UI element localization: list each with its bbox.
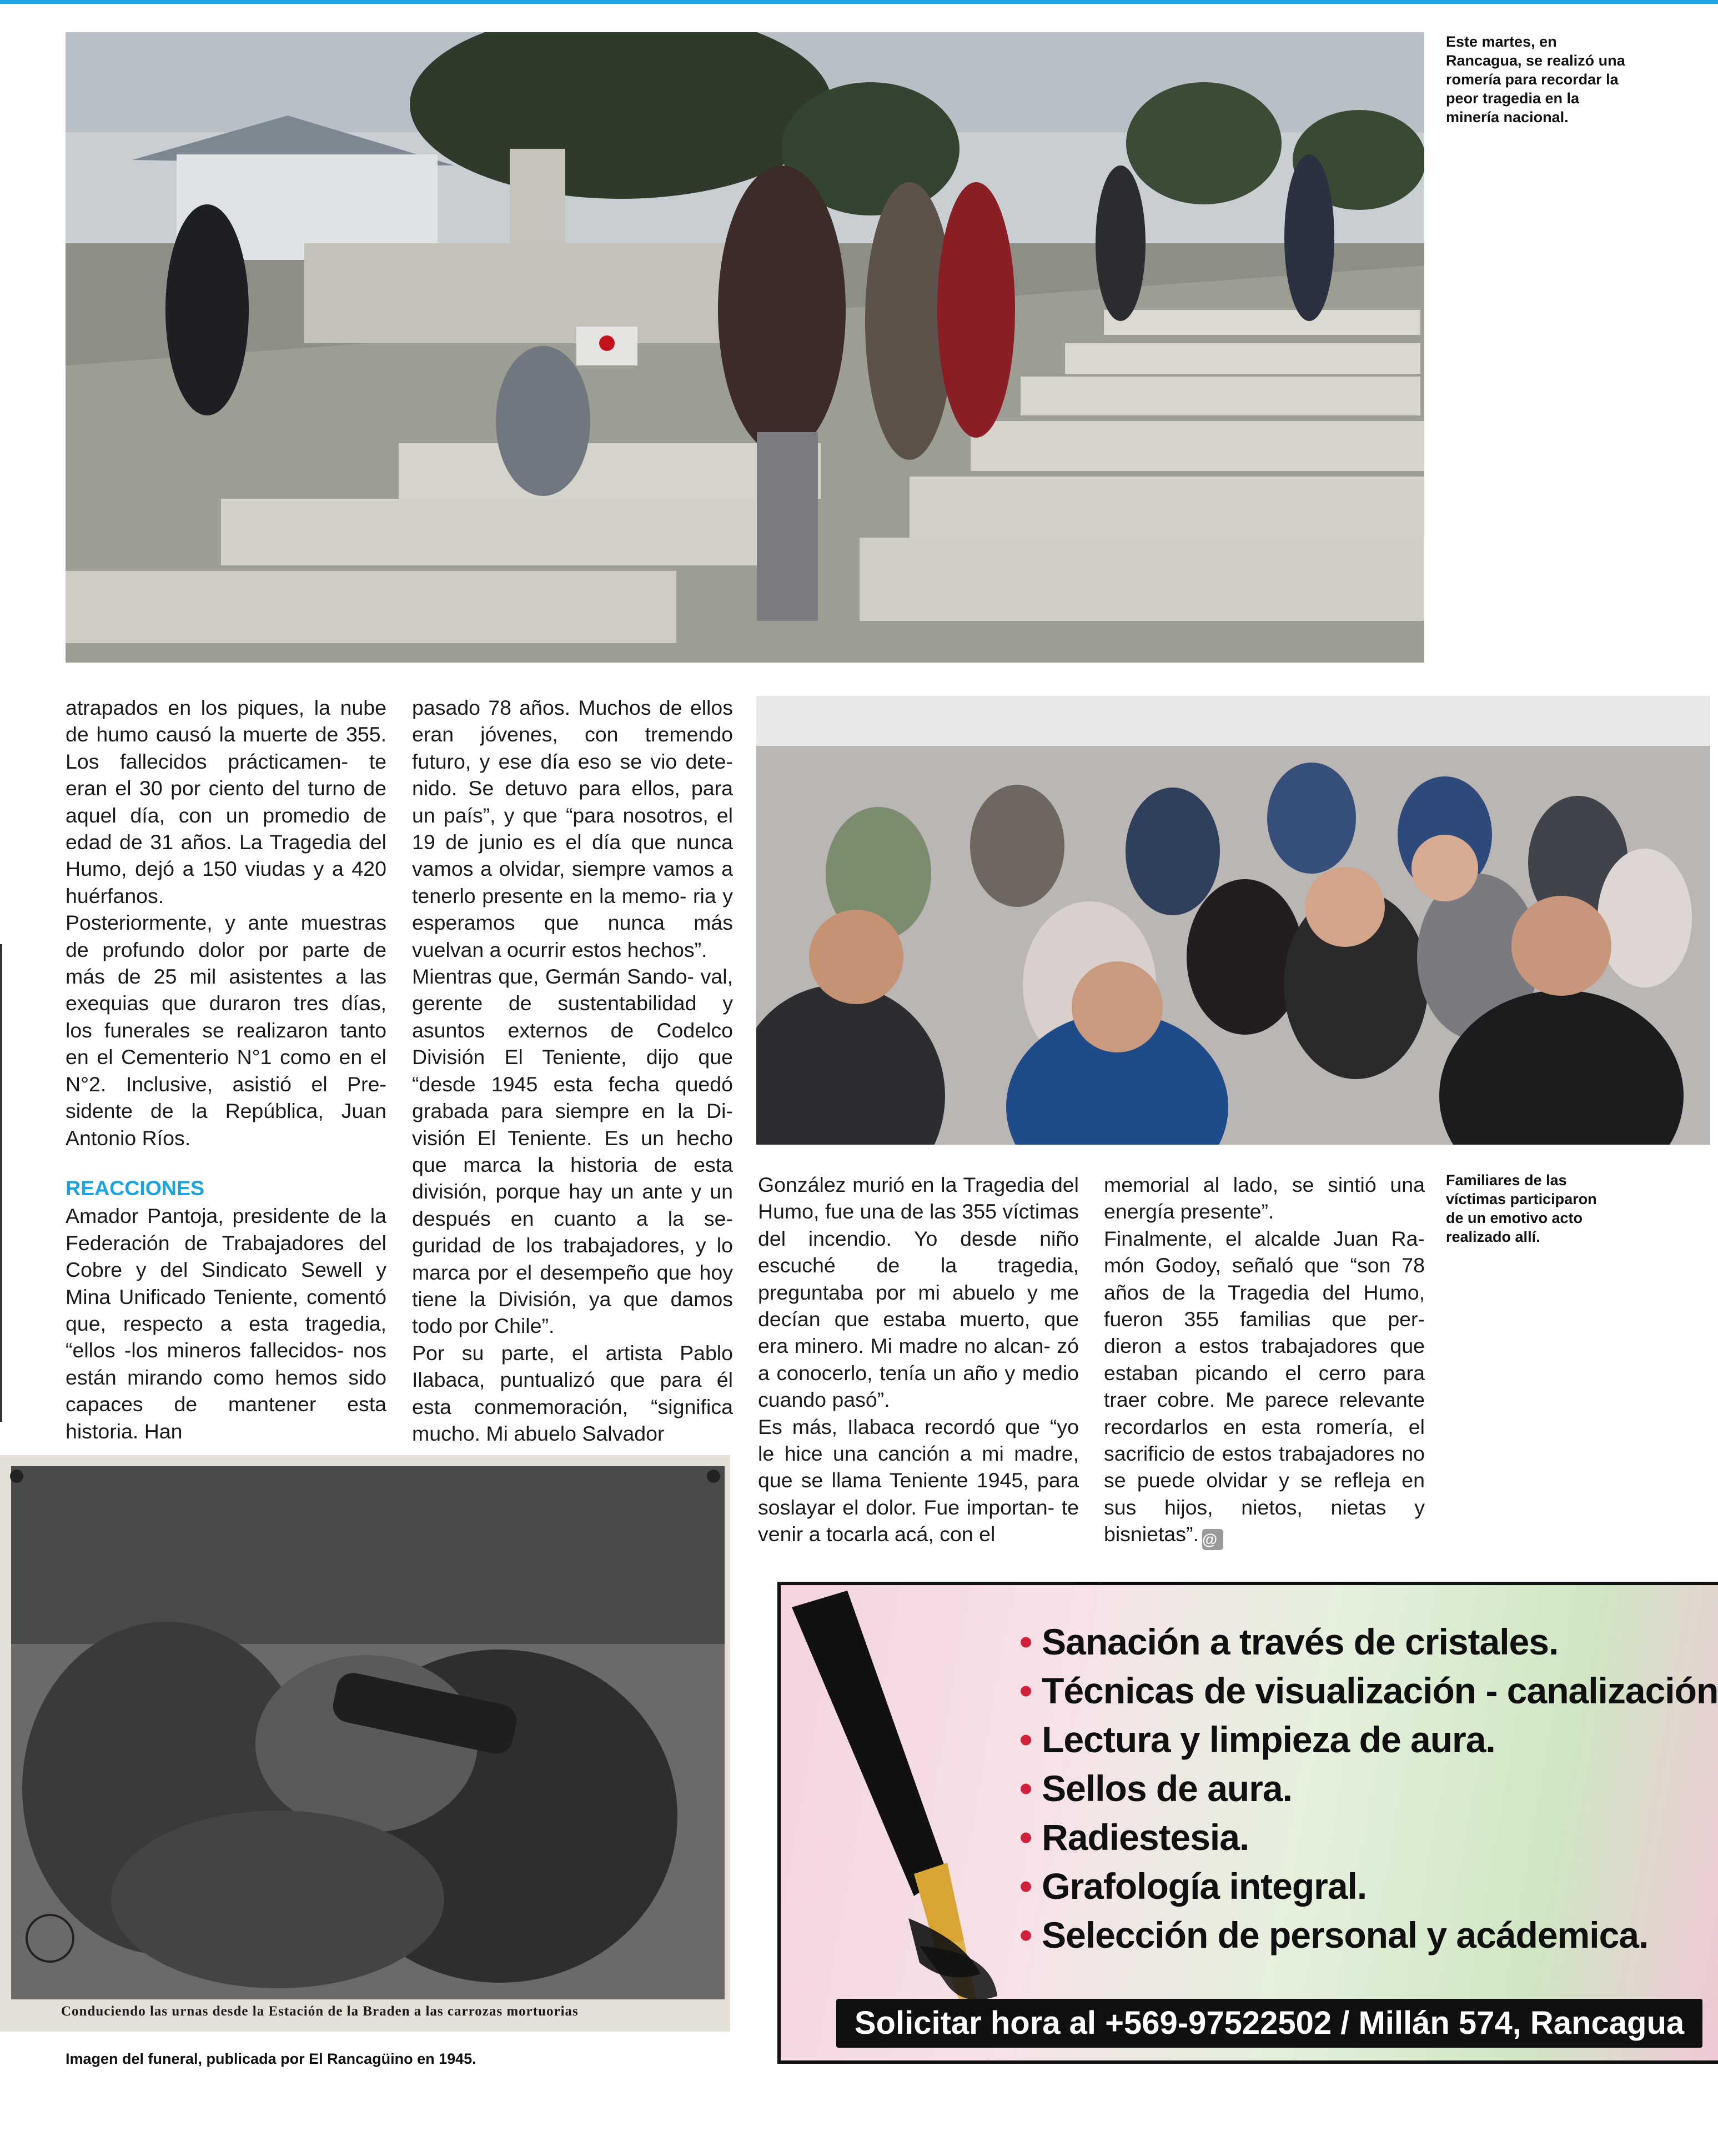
- paragraph: Mientras que, Germán Sando- val, gerente de sustentabilidad y asuntos externos de Codelco División El Teniente, dijo que “desde 1945 esta fecha quedó grabada para siempre en la Di- visión El Teniente. Es un hecho que marca la historia de esta división, porque hay un ante y un después en cuanto a la se- guridad de los trabajadores, y lo marca por el desempeño que hoy tiene la División, ya que damos todo por Chile”.: [412, 965, 733, 1338]
- top-accent-rule: [0, 0, 1718, 4]
- service-item: • Técnicas de visualización - canalización: [1019, 1670, 1718, 1711]
- archive-photo-inscription: Conduciendo las urnas desde la Estación de la Braden a las carrozas mortuorias: [61, 2004, 579, 2019]
- fountain-pen-icon: [781, 1585, 1014, 2064]
- paragraph: atrapados en los piques, la nube de humo causó la muerte de 355. Los fallecidos prácticamen- te eran el 30 por ciento del turno de aquel día, con un promedio de edad de 31 años. La Tragedia del Humo, dejó a 150 viudas y a 420 huérfanos.: [66, 696, 386, 907]
- service-item: • Sanación a través de cristales.: [1019, 1621, 1559, 1662]
- archive-photo-caption: Imagen del funeral, publicada por El Rancagüino en 1945.: [66, 2050, 476, 2067]
- archive-funeral-photo: [0, 1455, 730, 2032]
- paragraph: [1104, 1225, 1425, 1550]
- article-column-2: [412, 694, 733, 1444]
- paragraph: Posteriormente, y ante muestras de profundo dolor por parte de más de 25 mil asistentes a las exequias que duraron tres días, los funerales se realizaron tanto en el Cementerio N°1 como en el N°2. Inclusive, asistió el Pre- sidente de la República, Juan Antonio Ríos.: [66, 911, 386, 1150]
- paragraph: Amador Pantoja, presidente de la Federación de Trabajadores del Cobre y del Sindicato Sewell y Mina Unificado Teniente, comentó que, respecto a esta tragedia, “ellos -los mineros fallecidos- nos están mirando como hemos sido capaces de mantener esta historia. Han: [66, 1204, 386, 1443]
- audience-photo: [756, 696, 1710, 1145]
- service-item: • Lectura y limpieza de aura.: [1019, 1719, 1495, 1760]
- advertisement: [777, 1582, 1718, 2064]
- ad-contact-bar: Solicitar hora al +569-97522502 / Millán 574, Rancagua: [836, 1999, 1702, 2048]
- cemetery-photo: [66, 32, 1424, 663]
- left-margin-rule: [0, 944, 2, 1422]
- service-item: • Sellos de aura.: [1019, 1768, 1292, 1809]
- audience-photo-caption: Familiares de las víctimas participaron de un emotivo acto realizado allí.: [1446, 1172, 1597, 1245]
- paragraph-text: Finalmente, el alcalde Juan Ra- món Godoy, señaló que “son 78 años de la Tragedia del Humo, fueron 355 familias que per- dieron a estos trabajadores que estaban picando el cerro para traer cobre. Me parece relevante recordarlos en esta romería, el sacrificio de estos trabajadores no se puede olvidar y se refleja en sus hijos, nietos, nietas y bisnietas”.: [1104, 1226, 1425, 1546]
- services-list: [1019, 1617, 1718, 1959]
- article-column-3: [758, 1171, 1079, 1560]
- article-column-4: [1104, 1171, 1425, 1560]
- top-photo-caption: Este martes, en Rancagua, se realizó una romería para recordar la peor tragedia en la minería nacional.: [1446, 33, 1625, 126]
- publication-logo-icon: @: [1202, 1529, 1223, 1550]
- paragraph: Por su parte, el artista Pablo Ilabaca, puntualizó que para él esta conmemoración, “significa mucho. Mi abuelo Salvador: [412, 1341, 733, 1445]
- section-subhead: REACCIONES: [66, 1176, 205, 1200]
- service-item: • Radiestesia.: [1019, 1817, 1249, 1858]
- paragraph: Es más, Ilabaca recordó que “yo le hice una canción a mi madre, que se llama Teniente 1945, para soslayar el dolor. Fue importan- te venir a tocarla acá, con el: [758, 1415, 1079, 1546]
- service-item: • Selección de personal y acádemica.: [1019, 1914, 1649, 1956]
- paragraph: memorial al lado, se sintió una energía presente”.: [1104, 1173, 1425, 1224]
- paragraph: González murió en la Tragedia del Humo, fue una de las 355 víctimas del incendio. Yo desde niño escuché de la tragedia, preguntaba por mi abuelo y me decían que estaba muerto, que era minero. Mi madre no alcan- zó a conocerlo, tenía un año y medio cuando pasó”.: [758, 1173, 1079, 1412]
- paragraph: pasado 78 años. Muchos de ellos eran jóvenes, con tremendo futuro, y ese día eso se vio dete- nido. Se detuvo para ellos, para un país”, y que “para nosotros, el 19 de junio es el día que nunca vamos a olvidar, siempre vamos a tenerlo presente en la memo- ria y esperamos que nunca más vuelvan a ocurrir estos hechos”.: [412, 696, 733, 961]
- article-column-1: [66, 694, 386, 1444]
- service-item: • Grafología integral.: [1019, 1866, 1367, 1907]
